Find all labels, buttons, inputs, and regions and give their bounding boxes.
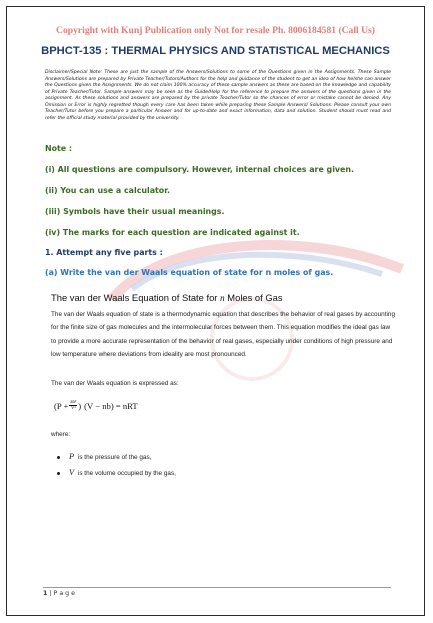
page-footer — [43, 590, 75, 597]
symbol-description: is the volume occupied by the gas, — [77, 470, 176, 477]
note-heading: Note : — [45, 144, 73, 153]
answer-heading-variable: n — [220, 294, 225, 304]
instruction-item: (ii) You can use a calculator. — [45, 186, 170, 195]
answer-paragraph: The van der Waals equation is expressed as: — [51, 380, 179, 387]
formula-numerator: an² — [70, 400, 77, 405]
answer-heading-prefix: The van der Waals Equation of State for — [51, 292, 221, 303]
formula-denominator: V² — [70, 406, 76, 411]
attempt-instruction: 1. Attempt any five parts : — [45, 248, 163, 257]
formula-rest: (V − nb) = nRT — [84, 400, 138, 411]
bullet-dot — [57, 456, 60, 459]
page-number: 1 — [43, 590, 48, 597]
answer-paragraph: The van der Waals equation of state is a thermodynamic equation that describes the behavior of real gases by accounting for the finite size of gas molecules and the intermolecular forces between them. This equation modifies the ideal gas law to provide a more accurate representation of the behavior of real gases, especially under conditions of high pressure and low temperature where deviations from ideality are most pronounced. — [51, 311, 395, 359]
formula-close: ) — [78, 400, 82, 411]
copyright-notice: Copyright with Kunj Publication only Not for resale Ph. 8006184581 (Call Us) — [56, 25, 375, 36]
question-a: (a) Write the van der Waals equation of state for n moles of gas. — [45, 268, 334, 277]
disclaimer-text: Disclaimer/Special Note: These are just the sample of the Answers/Solutions to some of the Questions given in the Assignments. These Sample Answers/Solutions are prepared by Private Teacher/Tutors/Authors for the help and guidance of the student to get an idea of how he/she can answer the Questions given the Assignments. We do not claim 100% accuracy of these sample answers as these are based on the knowledge and capability of Private Teacher/Tutor. Sample answers may be seen as the Guide/Help for the reference to prepare the answers of the questions given in the assignment. As these solutions and answers are prepared by the private Teacher/Tutor so the chances of error or mistake cannot be denied. Any Omission or Error is highly regretted though every care has been taken while preparing these Sample Answers/ Solutions. Please consult your own Teacher/Tutor before you prepare a particular Answer and for up-to-date and exact information, data and solution. Student should must read and refer the official study material provided by the university. — [45, 70, 391, 121]
list-item — [57, 452, 151, 461]
answer-heading — [51, 292, 283, 304]
formula-open: (P + — [54, 400, 69, 411]
instruction-item: (iv) The marks for each question are indicated against it. — [45, 228, 300, 237]
symbol-variable: P — [69, 452, 75, 461]
footer-divider — [43, 587, 391, 588]
van-der-waals-formula — [54, 400, 138, 411]
course-title: BPHCT-135 : THERMAL PHYSICS AND STATISTICAL MECHANICS — [41, 45, 390, 57]
formula-fraction — [69, 400, 77, 411]
answer-heading-suffix: Moles of Gas — [224, 292, 283, 303]
instruction-item: (i) All questions are compulsory. However, internal choices are given. — [45, 165, 355, 174]
bullet-dot — [57, 472, 60, 475]
where-label: where: — [51, 431, 71, 438]
page-label: | P a g e — [47, 590, 76, 597]
symbol-description: is the pressure of the gas, — [77, 454, 152, 461]
list-item — [57, 468, 176, 477]
document-page — [6, 6, 425, 616]
instruction-item: (iii) Symbols have their usual meanings. — [45, 207, 225, 216]
symbol-variable: V — [69, 468, 75, 477]
